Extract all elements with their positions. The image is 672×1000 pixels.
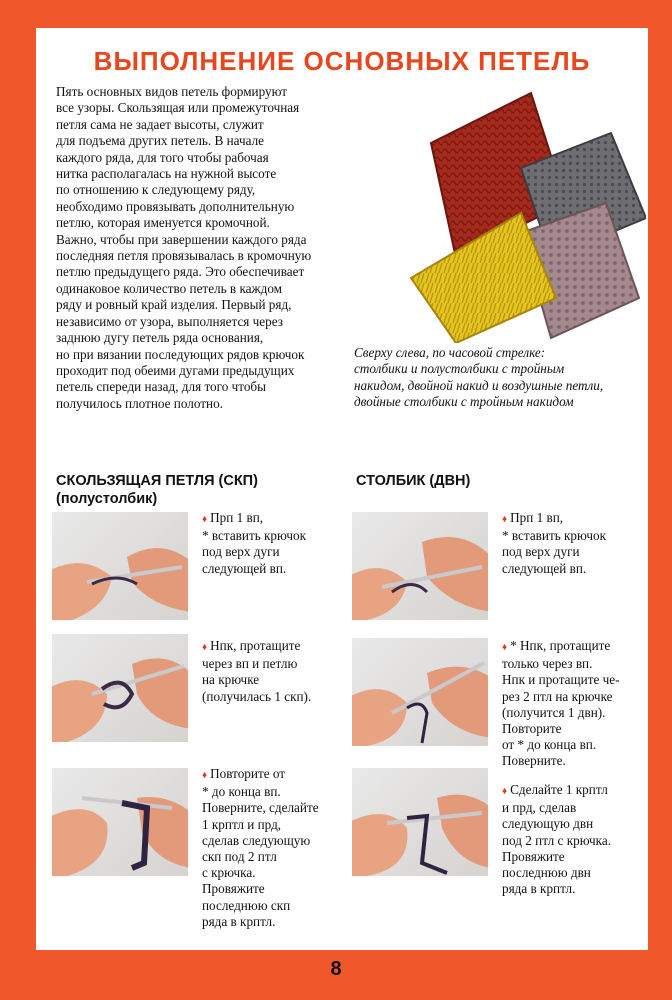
section-title-slip-stitch bbox=[56, 472, 258, 508]
step-text: сделав следующую bbox=[202, 832, 311, 848]
step-left-3 bbox=[202, 766, 330, 930]
step-left-1 bbox=[202, 510, 330, 577]
step-text: ряда в крптл. bbox=[502, 881, 576, 897]
intro-line: заднюю дугу петель ряда основания, bbox=[56, 330, 264, 346]
step-text: Поверните. bbox=[502, 753, 566, 769]
caption-line: накидом, двойной накид и воздушные петли, bbox=[354, 377, 604, 393]
step-text: Нпк и протащите че- bbox=[502, 672, 620, 688]
step-right-2 bbox=[502, 638, 630, 770]
image-caption bbox=[354, 345, 644, 411]
step-text: и прд, сделав bbox=[502, 800, 577, 816]
step-text: на крючке bbox=[202, 672, 260, 688]
step-text: следующую двн bbox=[502, 816, 594, 832]
page-title: ВЫПОЛНЕНИЕ ОСНОВНЫХ ПЕТЕЛЬ bbox=[93, 46, 591, 76]
step-text: (получилась 1 скп). bbox=[202, 688, 312, 704]
step-right-3 bbox=[502, 782, 630, 897]
step-text: Повторите от bbox=[210, 766, 286, 781]
step-text: под верх дуги bbox=[502, 544, 580, 560]
page-number: 8 bbox=[330, 958, 342, 980]
step-text: * до конца вп. bbox=[202, 784, 281, 800]
step-text: Сделайте 1 крптл bbox=[510, 782, 608, 797]
intro-line: одинаковое количество петель в каждом bbox=[56, 280, 283, 296]
intro-line: петлю предыдущего ряда. Это обеспечивает bbox=[56, 264, 305, 280]
step-text: Нпк, протащите bbox=[210, 638, 301, 653]
section-title-line: СТОЛБИК (ДВН) bbox=[356, 473, 471, 489]
page-panel bbox=[36, 28, 648, 950]
step-text: под 2 птл с крючка. bbox=[502, 832, 612, 848]
section-title-line: СКОЛЬЗЯЩАЯ ПЕТЛЯ (СКП) bbox=[56, 473, 258, 489]
step-text: Прп 1 вп, bbox=[510, 510, 564, 525]
intro-line: последняя петля провязывалась в кромочную bbox=[56, 248, 312, 264]
step-text: (получится 1 двн). bbox=[502, 704, 606, 720]
step-text: * Нпк, протащите bbox=[510, 638, 611, 653]
step-text: Поверните, сделайте bbox=[202, 800, 319, 816]
intro-text bbox=[56, 84, 356, 412]
bullet-icon: ♦ bbox=[202, 770, 208, 781]
intro-line: по отношению к следующему ряду, bbox=[56, 182, 256, 198]
step-text: следующей вп. bbox=[502, 560, 587, 576]
bullet-icon: ♦ bbox=[502, 514, 508, 525]
step-text: через вп и петлю bbox=[202, 656, 298, 672]
step-photo-left-1 bbox=[52, 512, 188, 620]
intro-line: но при вязании последующих рядов крючок bbox=[56, 346, 305, 362]
step-text: Прп 1 вп, bbox=[210, 510, 264, 525]
step-photo-left-3 bbox=[52, 768, 188, 876]
intro-line: все узоры. Скользящая или промежуточная bbox=[56, 100, 300, 116]
step-photo-right-2 bbox=[352, 638, 488, 746]
intro-line: Важно, чтобы при завершении каждого ряда bbox=[56, 231, 307, 247]
step-text: последнюю двн bbox=[502, 865, 591, 881]
bullet-icon: ♦ bbox=[502, 786, 508, 797]
step-text: с крючка. bbox=[202, 865, 256, 881]
bullet-icon: ♦ bbox=[202, 514, 208, 525]
step-text: следующей вп. bbox=[202, 560, 287, 576]
step-text: * вставить крючок bbox=[502, 528, 607, 544]
step-right-1 bbox=[502, 510, 630, 577]
section-title-double-crochet bbox=[356, 472, 470, 490]
step-text: последнюю скп bbox=[202, 897, 291, 913]
step-text: Провяжите bbox=[202, 881, 265, 897]
step-photo-right-1 bbox=[352, 512, 488, 620]
intro-line: для подъема других петель. В начале bbox=[56, 133, 265, 149]
step-text: только через вп. bbox=[502, 656, 593, 672]
step-left-2 bbox=[202, 638, 330, 705]
intro-line: нитка располагалась на нужной высоте bbox=[56, 166, 277, 182]
intro-line: Пять основных видов петель формируют bbox=[56, 84, 288, 99]
step-text: Повторите bbox=[502, 721, 562, 737]
step-text: скп под 2 птл bbox=[202, 849, 277, 865]
intro-line: необходимо провязывать дополнительную bbox=[56, 198, 295, 214]
intro-line: петля сама не задает высоты, служит bbox=[56, 116, 264, 132]
crochet-swatches-image bbox=[371, 83, 646, 343]
step-text: под верх дуги bbox=[202, 544, 280, 560]
step-photo-right-3 bbox=[352, 768, 488, 876]
bullet-icon: ♦ bbox=[502, 642, 508, 653]
section-subtitle: (полустолбик) bbox=[56, 491, 158, 507]
intro-line: петлю, которая именуется кромочной. bbox=[56, 215, 270, 231]
intro-line: ряду и ровный край изделия. Первый ряд, bbox=[56, 297, 292, 313]
step-text: * вставить крючок bbox=[202, 528, 307, 544]
step-text: от * до конца вп. bbox=[502, 737, 597, 753]
intro-line: петель спереди назад, для того чтобы bbox=[56, 379, 266, 395]
intro-line: независимо от узора, выполняется через bbox=[56, 313, 283, 329]
intro-line: каждого ряда, для того чтобы рабочая bbox=[56, 149, 269, 165]
intro-line: получилось плотное полотно. bbox=[56, 395, 223, 411]
step-text: Провяжите bbox=[502, 848, 565, 864]
caption-line: Сверху слева, по часовой стрелке: bbox=[354, 345, 546, 360]
intro-line: проходит под обеими дугами предыдущих bbox=[56, 362, 295, 378]
step-text: 1 крптл и прд, bbox=[202, 816, 282, 832]
step-text: ряда в крптл. bbox=[202, 913, 276, 929]
bullet-icon: ♦ bbox=[202, 642, 208, 653]
step-text: рез 2 птл на крючке bbox=[502, 688, 613, 704]
caption-line: столбики и полустолбики с тройным bbox=[354, 361, 565, 377]
caption-line: двойные столбики с тройным накидом bbox=[354, 394, 574, 410]
step-photo-left-2 bbox=[52, 634, 188, 742]
